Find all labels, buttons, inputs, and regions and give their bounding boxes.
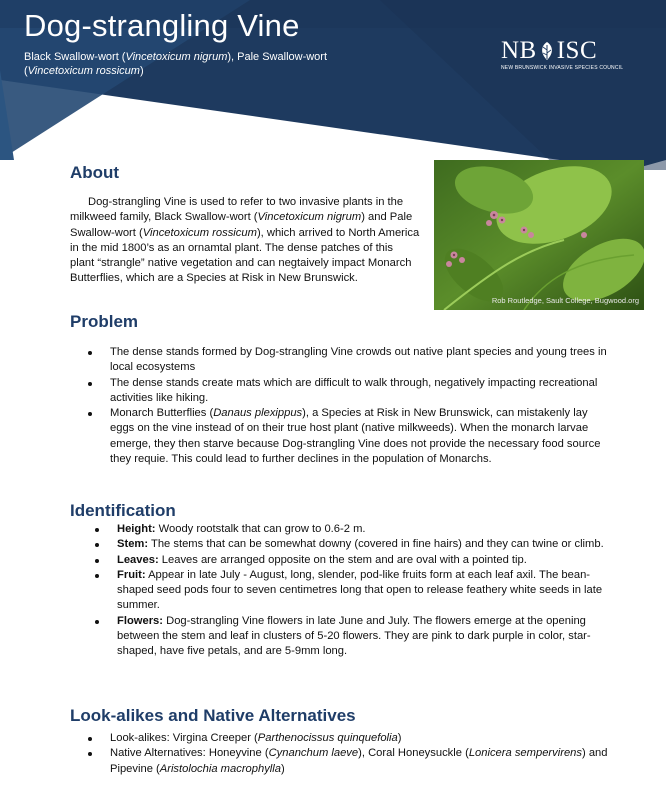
- problem-list: [110, 345, 610, 467]
- photo-caption: Rob Routledge, Sault College, Bugwood.org: [491, 296, 639, 305]
- list-item: Leaves: Leaves are arranged opposite on the stem and are oval with a pointed tip.: [117, 553, 607, 568]
- page-title: Dog-strangling Vine: [24, 8, 300, 43]
- list-item: Stem: The stems that can be somewhat downy (covered in fine hairs) and they can twine or climb.: [117, 537, 607, 552]
- list-item: Monarch Butterflies (Danaus plexippus), a Species at Risk in New Brunswick, can mistakenly lay eggs on the vine instead of on their true host plant (native milkweeds). When the monarch larvae emerge, they then starve because Dog-strangling Vine does not provide the necessary food source they requie. This could lead to further declines in the population of Monarchs.: [110, 406, 610, 467]
- list-item: Fruit: Appear in late July - August, long, slender, pod-like fruits form at each leaf axil. The bean-shaped seed pods four to seven centimetres long that open to release feathery white seeds in late summer.: [117, 568, 607, 614]
- list-item: Look-alikes: Virgina Creeper (Parthenocissus quinquefolia): [110, 731, 610, 746]
- lookalikes-heading: Look-alikes and Native Alternatives: [70, 706, 356, 725]
- lookalikes-list: [110, 731, 610, 777]
- about-heading: About: [70, 163, 120, 182]
- nbisc-logo: NB ISC NEW BRUNSWICK INVASIVE SPECIES COUNCIL: [501, 37, 624, 71]
- list-item: Native Alternatives: Honeyvine (Cynanchum laeve), Coral Honeysuckle (Lonicera sempervirens) and Pipevine (Aristolochia macrophylla): [110, 746, 610, 777]
- problem-heading: Problem: [70, 312, 139, 331]
- leaf-icon: [538, 41, 556, 61]
- list-item: Height: Woody rootstalk that can grow to 0.6-2 m.: [117, 522, 607, 537]
- list-item: The dense stands formed by Dog-strangling Vine crowds out native plant species and young trees in local ecosystems: [110, 345, 610, 376]
- list-item: The dense stands create mats which are difficult to walk through, negatively impacting recreational activities like hiking.: [110, 376, 610, 407]
- list-item: Flowers: Dog-strangling Vine flowers in late June and July. The flowers emerge at the opening between the stem and leaf in clusters of 5-20 flowers. They are pink to dark purple in color, star-shaped, have five petals, and are 5-9mm long.: [117, 614, 607, 660]
- identification-list: [117, 522, 607, 660]
- page-subtitle: Black Swallow-wort (Vincetoxicum nigrum), Pale Swallow-wort (Vincetoxicum rossicum): [24, 51, 328, 77]
- plant-photo: [434, 160, 644, 310]
- about-paragraph: Dog-strangling Vine is used to refer to two invasive plants in the milkweed family, Black Swallow-wort (Vincetoxicum nigrum) and Pale Swallow-wort (Vincetoxicum rossicum), which arrived to North America in the mid 1800’s as an ornamtal plant. The dense patches of this plant “strangle” native vegetation and can negtaively impact Monarch Butterflies, which are a Species at Risk in New Brunswick.: [70, 196, 420, 285]
- identification-heading: Identification: [70, 501, 176, 520]
